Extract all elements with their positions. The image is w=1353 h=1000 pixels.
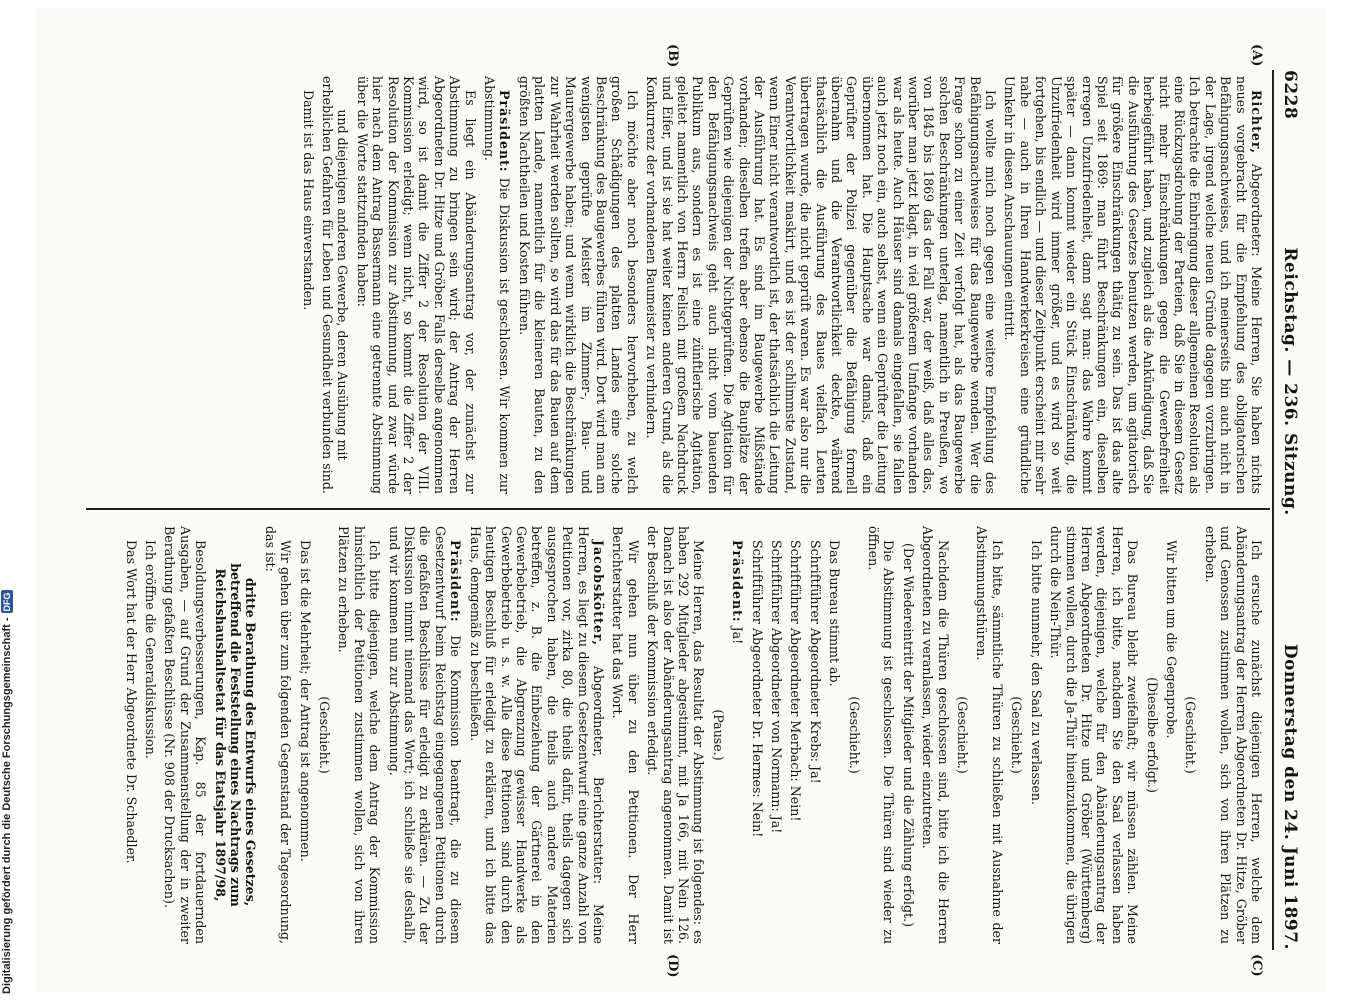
stage-direction: (Geschieht.): [846, 696, 862, 774]
stage-direction: (Geschieht.): [1009, 696, 1025, 774]
agenda-item-title: dritte Berathung des Entwurfs eines Gesetzes, betreffend die Feststellung eines Nachtrags zum Reichshaushaltsetat für das Etatsjahr 1897/98,: [212, 563, 259, 907]
paragraph: Ich ersuche zunächst diejenigen Herren, welche dem Abänderungsantrag der Herren Abgeordneten Dr. Hitze, Gröber und Genossen zustimmen wollen, sich von ihren Plätzen zu erheben.: [1202, 526, 1264, 944]
paragraph: Präsident: Ja!: [730, 540, 746, 645]
vote-line: Schriftführer Abgeordneter Dr. Hermes: Nein!: [749, 540, 765, 838]
speaker-name: Richter,: [1249, 90, 1264, 155]
header-date: Donnerstag den 24. Juni 1897.: [1280, 643, 1300, 950]
speaker-name: Präsident:: [730, 540, 746, 623]
page-header: [1278, 70, 1300, 950]
paragraph: Ich möchte aber noch besonders hervorheben, zu welch großen Schädigungen des platten Landes eine solche Beschränkung des Baugewerbes führen wird. Dort wird man am wenigsten geprüfte Meister im Zimmer-, Bau- und Maurergewerbe haben; und wenn wirklich die Beschränkungen zur Wahrheit werden sollten, so wird das für das Bauen auf dem platten Lande, namentlich für die kleineren Bauten, zu den größten Nachtheilen und Kosten führen.: [516, 76, 640, 494]
paragraph: Es liegt ein Abänderungsantrag vor, der zunächst zur Abstimmung zu bringen sein wird; der Antrag der Herren Abgeordneten Dr. Hitze und Gröber. Falls derselbe angenommen wird, so ist damit die Ziffer 2 der Resolution der VIII. Kommission erledigt; wenn nicht, so kommt die Ziffer 2 der Resolution der Kommission zur Abstimmung, und zwar würde hier nach dem Antrag Bassermann eine getrennte Abstimmung über die Worte stattzufinden haben:: [354, 76, 478, 494]
header-rule: [1272, 70, 1274, 950]
dfg-logo: DFG: [2, 592, 12, 612]
stage-direction: (Geschieht.): [1183, 696, 1199, 774]
margin-mark-a: (A): [1249, 44, 1264, 67]
vote-line: Schriftführer Abgeordneter von Normann: Ja!: [769, 540, 785, 834]
stage-direction: (Geschieht.): [317, 696, 333, 774]
footer-credit-text: Digitalisierung gefördert durch die Deutsche Forschungsgemeinschaft -: [1, 617, 13, 994]
header-title: Reichstag. — 236. Sitzung.: [1280, 247, 1300, 516]
left-column: [296, 76, 1264, 494]
agenda-item-body: Besoldungsverbesserungen, Kap. 85 der fortdauernden Ausgaben, — auf Grund der Zusammenstellung der in zweiter Berathung gefaßten Beschlüsse (Nr. 908 der Drucksachen).: [162, 526, 209, 944]
margin-mark-b: (B): [665, 44, 680, 68]
stage-direction: (Pause.): [710, 709, 726, 761]
paragraph: Präsident: Die Kommission beantragt, die zu diesem Gesetzentwurf beim Reichstag eingegangenen Petitionen durch die gefaßten Beschlüsse für erledigt zu erklären. — Zu der Diskussion nimmt niemand das Wort; ich schließe sie deshalb, und wir kommen nun zur Abstimmung.: [386, 526, 464, 944]
margin-mark-d: (D): [665, 954, 680, 978]
vote-line: Schriftführer Abgeordneter Krebs: Ja!: [807, 540, 823, 784]
paragraph: Das Bureau stimmt ab.: [827, 540, 843, 687]
rotated-page-content: [86, 44, 1300, 978]
digitization-footer: [0, 0, 36, 1000]
paragraph: Ich bitte, sämmtliche Thüren zu schließen mit Ausnahme der Abstimmungsthüren.: [974, 526, 1005, 944]
paragraph: Richter, Abgeordneter: Meine Herren, Sie haben nichts neues vorgebracht für die Empfehlung des obligatorischen Befähigungsnachweises, und ich meinerseits bin auch nicht in der Lage, irgend welche neuen Gründe dagegen vorzubringen. Ich betrachte die Einbringung dieser allgemeinen Resolution als eine Rückzugsdrohung der Parteien, daß Sie in diesem Gesetz nicht mehr Einschränkungen gegen die Gewerbefreiheit herbeigeführt haben, und zugleich als die Ankündigung, daß Sie die Ausführung des Gesetzes benutzen werden, um agitatorisch für größere Einschränkungen thätig zu sein. Das ist das alte Spiel seit 1869: man führt Beschränkungen ein, dieselben erregen Unzufriedenheit, dann sagt man: das Wahre kommt später — dann kommt wieder ein Stück Einschränkung, die Unzufriedenheit wird immer größer, und es wird so weit fortgehen, bis endlich — und dieser Zeitpunkt erscheint mir sehr nahe — auch in Ihren Handwerkerkreisen eine gründliche Umkehr in diesen Anschauungen eintritt.: [1002, 76, 1264, 494]
paragraph: Damit ist das Haus einverstanden.: [300, 90, 316, 311]
paragraph: Wir bitten um die Gegenprobe.: [1163, 540, 1179, 739]
speaker-name: Präsident:: [497, 90, 513, 173]
paragraph: Ich eröffne die Generaldiskussion.: [143, 540, 158, 759]
paragraph: Das Bureau bleibt zweifelhaft; wir müssen zählen. Meine Herren, ich bitte, nachdem Sie den Saal verlassen haben werden, diejenigen, welche für den Abänderungsantrag der Herren Abgeordneten Dr. Hitze und Gröber (Württemberg) stimmen wollen, durch die Ja-Thür hineinzukommen, die übrigen durch die Nein-Thür.: [1048, 526, 1141, 944]
right-column: [119, 526, 1264, 944]
stage-direction: (Geschieht.): [955, 696, 971, 774]
speaker-name: Präsident:: [448, 540, 464, 623]
stage-direction: (Dieselbe erfolgt.): [1144, 677, 1160, 793]
paragraph: Meine Herren, das Resultat der Abstimmung ist folgendes: es haben 292 Mitglieder abgestimmt, mit Ja 166, mit Nein 126. Danach ist also der Abänderungsantrag angenommen. Damit ist der Beschluß der Kommission erledigt.: [645, 526, 707, 944]
speaker-name: Jacobskötter,: [590, 540, 606, 646]
column-divider: [86, 508, 1270, 510]
paragraph: Ich wollte mich noch gegen eine weitere Empfehlung des Befähigungsnachweises für das Baugewerbe wenden. Wer die Frage schon zu einer Zeit verfolgt hat, als das Baugewerbe solchen Beschränkungen unterlag, namentlich in Preußen, wo von 1845 bis 1869 das der Fall war, der weiß, daß alles das, worüber man jetzt klagt, in viel größerem Umfange vorhanden war als heute. Auch Häuser sind damals eingefallen, sie fallen auch jetzt noch ein, auch selbst, wenn ein Geprüfter die Leitung übernommen hat. Die Hauptsache war damals, daß ein Geprüfter der Polizei gegenüber die Befähigung formell übernahm und die Verantwortlichkeit deckte, während thatsächlich die Ausführung des Baues vielfach Leuten übertragen wurde, die nicht geprüft waren. Es war also nur die Verantwortlichkeit maskirt, und es ist der schlimmste Zustand, wenn Einer nicht verantwortlich ist, der thatsächlich die Leitung der Ausführung hat. Es sind im Baugewerbe Mißstände vorhanden; dieselben treffen aber ebenso die Bauplätze der Geprüften wie diejenigen der Nichtgeprüften. Die Agitation für den Befähigungsnachweis geht auch nicht vom bauenden Publikum aus, sondern es ist eine zünftlerische Agitation, geleitet namentlich von Herrn Felisch mit großem Nachdruck und Eifer, und ist sie hat weiter keinen anderen Grund, als die Konkurrenz der vorhandenen Baumeister zu verhindern.: [644, 76, 999, 494]
stage-direction: (Der Wiedereintritt der Mitglieder und die Zählung erfolgt.): [900, 543, 916, 927]
paragraph: Wir gehen nun über zu den Petitionen. Der Herr Berichterstatter hat das Wort.: [610, 526, 641, 944]
paragraph: Die Abstimmung ist geschlossen. Die Thüren sind wieder zu öffnen.: [866, 526, 897, 944]
paragraph: Das Wort hat der Herr Abgeordnete Dr. Schaedler.: [123, 540, 139, 864]
paragraph: Präsident: Die Diskussion ist geschlossen. Wir kommen zur Abstimmung.: [482, 76, 513, 494]
page-number: 6228: [1280, 70, 1300, 120]
paragraph: Wir gehen über zum folgenden Gegenstand der Tagesordnung, das ist:: [262, 526, 294, 944]
paragraph: Ich bitte diejenigen, welche dem Antrag der Kommission hinsichtlich der Petitionen zustimmen wollen, sich von ihren Plätzen zu erheben.: [336, 526, 383, 944]
paragraph: Das ist die Mehrheit; der Antrag ist angenommen.: [297, 540, 313, 862]
margin-mark-c: (C): [1249, 954, 1264, 977]
paragraph: Ich bitte nunmehr, den Saal zu verlassen.: [1028, 540, 1044, 805]
vote-line: Schriftführer Abgeordneter Merbach: Nein!: [788, 540, 804, 822]
quoted-text: und diejenigen anderen Gewerbe, deren Ausübung mit erheblichen Gefahren für Leben und Gesundheit verbunden sind.: [320, 76, 351, 494]
paragraph: Jacobskötter, Abgeordneter, Berichterstatter: Meine Herren, es liegt zu diesem Gesetzentwurf eine ganze Anzahl von Petitionen vor, zirka 80, die theils dafür, theils dagegen sich ausgesprochen haben, die theils auch andere Materien betreffen, z. B. die Einbeziehung der Gärtnerei in den Gewerbebetrieb, die Abgrenzung gewisser Handwerke als Gewerbebetrieb u. s. w. Alle diese Petitionen sind durch den heutigen Beschluß für erledigt zu erklären, und ich bitte das Haus, demgemäß zu beschließen.: [467, 526, 606, 944]
paragraph: Nachdem die Thüren geschlossen sind, bitte ich die Herren Abgeordneten zu veranlassen, wieder einzutreten.: [920, 526, 951, 944]
